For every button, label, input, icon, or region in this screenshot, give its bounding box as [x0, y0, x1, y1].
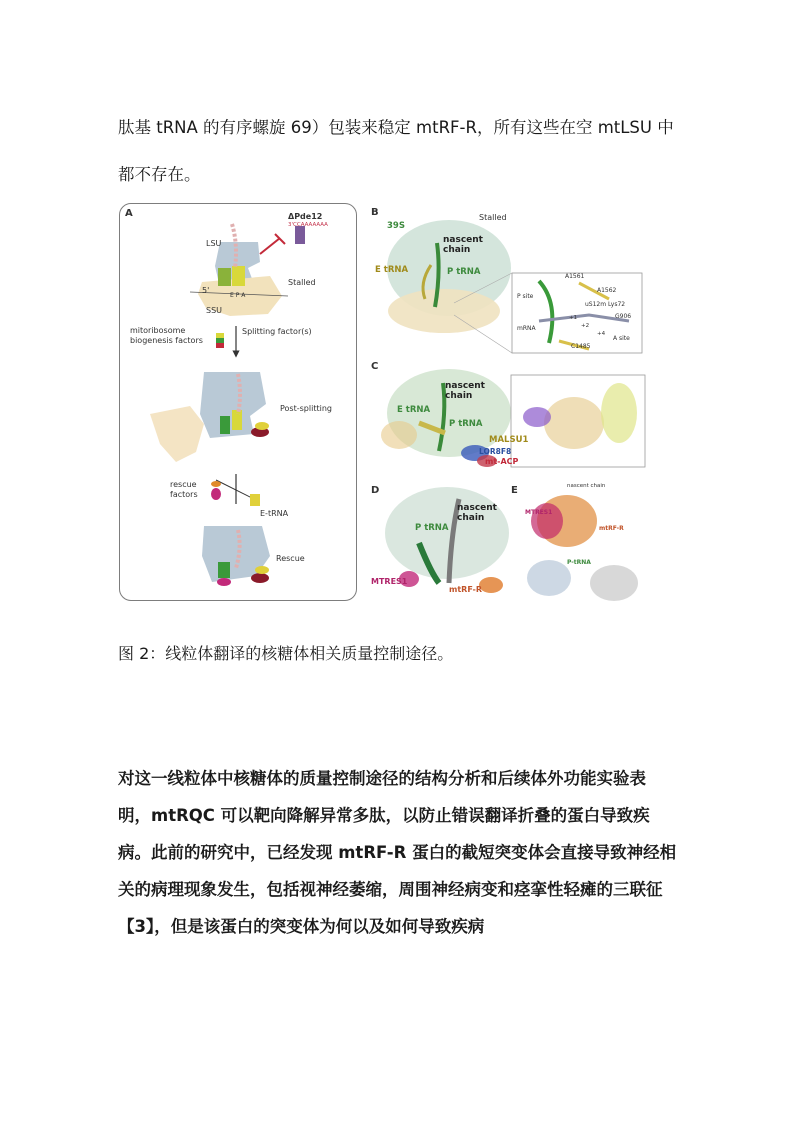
e-mtres1-label: MTRES1 — [525, 509, 553, 516]
c-malsu1-label: MALSU1 — [489, 435, 529, 445]
paragraph-2: 对这一线粒体中核糖体的质量控制途径的结构分析和后续体外功能实验表明，mtRQC 可以靶向降解异常多肽，以防止错误翻译折叠的蛋白导致疾病。此前的研究中，已经发现 mtRF-R 蛋白的截短突变体会直接导致神经相关的病理现象发生，包括视神经萎缩，周围神经病变和痉挛性轻瘫的三联征【3】，但是该蛋白的突变体为何以及如何导致疾病 — [118, 769, 677, 936]
panel-a-label: A — [125, 208, 133, 219]
b-etrna-label: E tRNA — [375, 265, 409, 275]
b-ptrna-label: P tRNA — [447, 267, 481, 277]
panels-b-e-illustration — [119, 203, 649, 603]
e-ptrna-label: P-tRNA — [567, 559, 591, 566]
paragraph-1: 肽基 tRNA 的有序螺旋 69）包装来稳定 mtRF-R，所有这些在空 mtLSU 中都不存在。 — [118, 118, 674, 184]
c-mtacp-label: mt-ACP — [485, 457, 519, 466]
e-mtrfr-label: mtRF-R — [599, 525, 624, 532]
sites-label: E P A — [230, 292, 246, 299]
inset-mrna: mRNA — [517, 325, 536, 332]
inset-plus2: +2 — [581, 323, 590, 329]
inset-p-site: P site — [517, 293, 534, 300]
c-nascent-label: nascent chain — [445, 381, 485, 401]
d-mtres1-label: MTRES1 — [371, 577, 408, 586]
c-ptrna-label: P tRNA — [449, 419, 483, 429]
biogenesis-label: mitoribosome biogenesis factors — [130, 326, 203, 345]
lsu-label: LSU — [206, 239, 222, 248]
inset-us12m: uS12m Lys72 — [585, 301, 626, 308]
c-etrna-label: E tRNA — [397, 405, 431, 415]
delta-pde12-label: ΔPde12 — [288, 212, 323, 221]
d-ptrna-label: P tRNA — [415, 523, 449, 533]
figure-2 — [119, 203, 649, 603]
inset-c1485: C1485 — [571, 343, 591, 350]
splitting-label: Splitting factor(s) — [242, 327, 312, 336]
five-prime-label: 5' — [202, 286, 210, 295]
b-stalled-label: Stalled — [479, 213, 507, 222]
rescue-label: Rescue — [276, 554, 305, 563]
ssu-label: SSU — [206, 306, 223, 315]
c-lor8f8-label: LOR8F8 — [479, 447, 512, 456]
stalled-label: Stalled — [288, 278, 316, 287]
d-nascent-label: nascent chain — [457, 503, 497, 523]
cca-label: 3'CCAAAAAAA — [288, 222, 328, 228]
post-splitting-label: Post-splitting — [280, 404, 332, 413]
inset-plus1: +1 — [569, 315, 578, 321]
inset-g906: G906 — [615, 313, 632, 320]
b-nascent-label: nascent chain — [443, 235, 483, 255]
e-nascent-label: nascent chain — [567, 483, 606, 489]
inset-a-site: A site — [613, 335, 630, 342]
figure-caption: 图 2：线粒体翻译的核糖体相关质量控制途径。 — [118, 644, 454, 663]
inset-plus4: +4 — [597, 331, 606, 337]
b-39s-label: 39S — [387, 221, 405, 231]
panel-e-label: E — [511, 485, 518, 496]
inset-a1561: A1561 — [565, 273, 585, 280]
inset-a1562: A1562 — [597, 287, 617, 294]
etrna-label: E-tRNA — [260, 509, 289, 518]
panel-d-label: D — [371, 485, 380, 496]
panel-b-label: B — [371, 207, 379, 218]
panel-c-label: C — [371, 361, 379, 372]
d-mtrfr-label: mtRF-R — [449, 585, 483, 594]
rescue-factors-label: rescue factors — [170, 480, 198, 499]
